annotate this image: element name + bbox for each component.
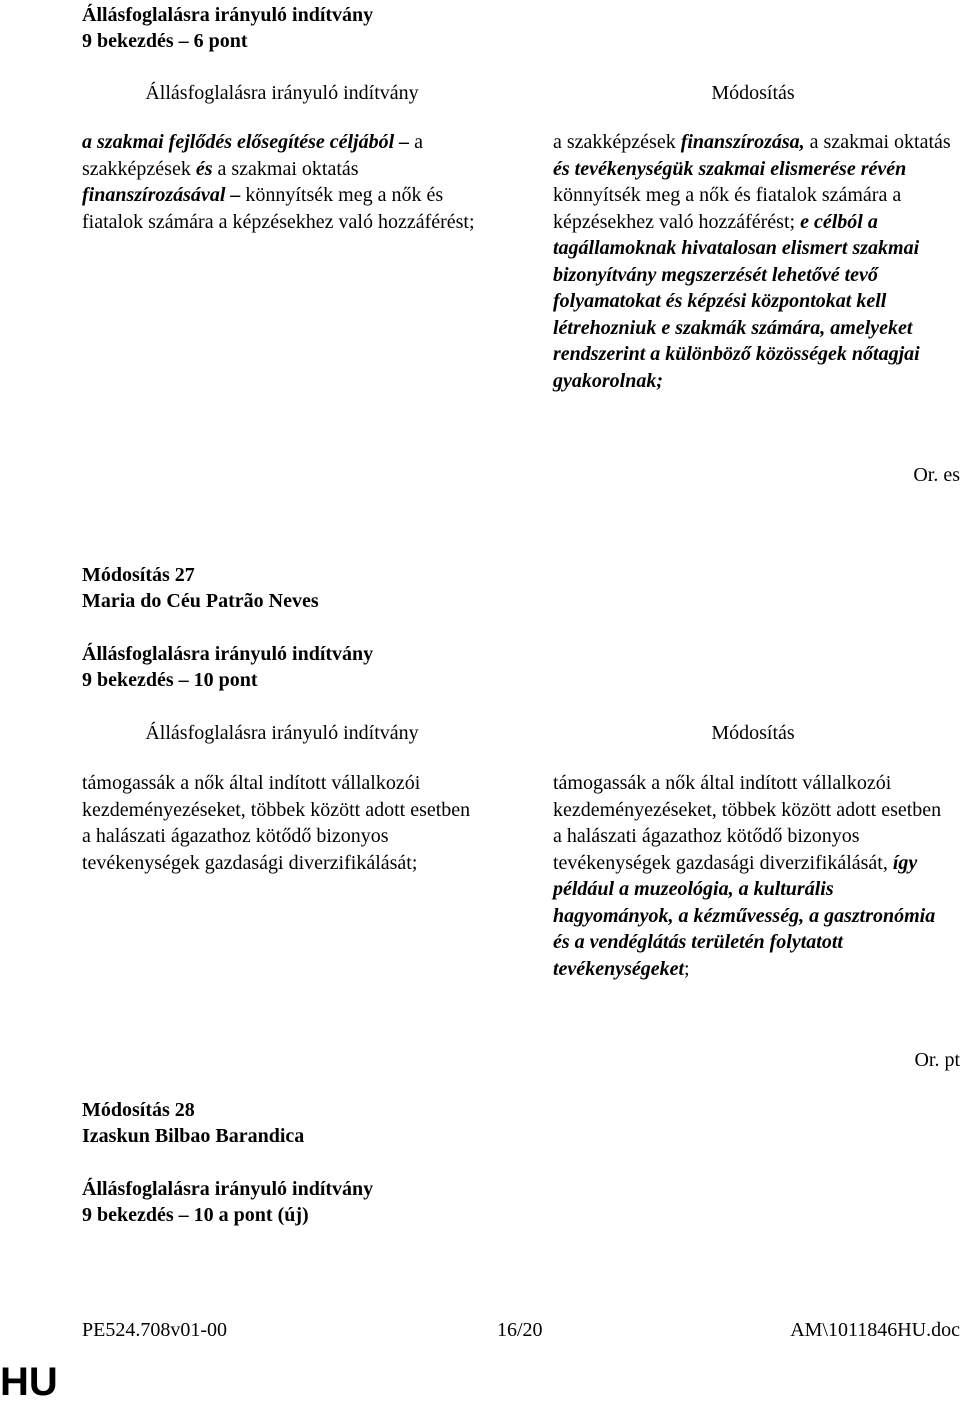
text-segment: a szakképzések bbox=[82, 131, 424, 180]
original-language: Or. es bbox=[913, 464, 960, 486]
amendment-number: Módosítás 27 bbox=[82, 564, 195, 586]
text-segment: a szakképzések bbox=[553, 131, 681, 153]
text-segment: könnyítsék meg a nők és fiatalok számára a képzésekhez való hozzáférést; bbox=[553, 184, 902, 233]
changed-text-segment: és bbox=[195, 157, 213, 180]
footer-page-number: 16/20 bbox=[497, 1319, 543, 1341]
top-heading-doc-ref: Állásfoglalásra irányuló indítvány bbox=[82, 4, 374, 26]
left-column-header: Állásfoglalásra irányuló indítvány bbox=[145, 82, 419, 104]
right-column-header: Módosítás bbox=[711, 82, 795, 104]
original-language: Or. pt bbox=[914, 1049, 960, 1071]
amendment-point: 9 bekezdés – 10 a pont (új) bbox=[82, 1204, 309, 1226]
footer-file-name: AM\1011846HU.doc bbox=[790, 1319, 960, 1341]
original-text bbox=[82, 129, 482, 235]
changed-text-segment: a szakmai fejlődés elősegítése céljából – bbox=[82, 131, 410, 153]
right-column-header: Módosítás bbox=[711, 722, 795, 744]
left-column-header: Állásfoglalásra irányuló indítvány bbox=[145, 722, 419, 744]
changed-text-segment: finanszírozása, bbox=[680, 131, 805, 153]
top-heading-point: 9 bekezdés – 6 pont bbox=[82, 30, 248, 52]
changed-text-segment: e célból a tagállamoknak hivatalosan elismert szakmai bizonyítvány megszerzését lehetővé tevő folyamatokat és képzési központokat kell létrehozniuk e szakmák számára, amelyeket rendszerint a különböző közösségek nőtagjai gyakorolnak; bbox=[553, 210, 920, 392]
footer-doc-number: PE524.708v01-00 bbox=[82, 1319, 227, 1341]
text-segment: ; bbox=[684, 957, 690, 980]
amended-text bbox=[553, 129, 953, 394]
amendment-number: Módosítás 28 bbox=[82, 1099, 195, 1121]
text-segment: támogassák a nők által indított vállalkozói kezdeményezéseket, többek között adott esetben a halászati ágazathoz kötődő bizonyos tevékenységek gazdasági diverzifikálását; bbox=[82, 772, 471, 874]
changed-text-segment: és tevékenységük szakmai elismerése révén bbox=[553, 157, 907, 180]
footer-language-code: HU bbox=[0, 1360, 58, 1404]
text-segment: a szakmai oktatás bbox=[804, 131, 951, 153]
amendment-author: Izaskun Bilbao Barandica bbox=[82, 1125, 305, 1147]
amendment-doc-ref: Állásfoglalásra irányuló indítvány bbox=[82, 643, 374, 665]
amended-text bbox=[553, 770, 953, 982]
text-segment: a szakmai oktatás bbox=[212, 157, 359, 180]
amendment-doc-ref: Állásfoglalásra irányuló indítvány bbox=[82, 1178, 374, 1200]
changed-text-segment: így például a muzeológia, a kulturális hagyományok, a kézművesség, a gasztronómia és a vendéglátás területén folytatott tevékenységeket bbox=[553, 851, 936, 980]
amendment-point: 9 bekezdés – 10 pont bbox=[82, 669, 258, 691]
original-text bbox=[82, 770, 482, 876]
changed-text-segment: finanszírozásával – bbox=[82, 184, 241, 206]
text-segment: könnyítsék meg a nők és fiatalok számára a képzésekhez való hozzáférést; bbox=[82, 184, 475, 233]
text-segment: támogassák a nők által indított vállalkozói kezdeményezéseket, többek között adott esetben a halászati ágazathoz kötődő bizonyos tevékenységek gazdasági diverzifikálását, bbox=[553, 772, 942, 874]
amendment-author: Maria do Céu Patrão Neves bbox=[82, 590, 319, 612]
